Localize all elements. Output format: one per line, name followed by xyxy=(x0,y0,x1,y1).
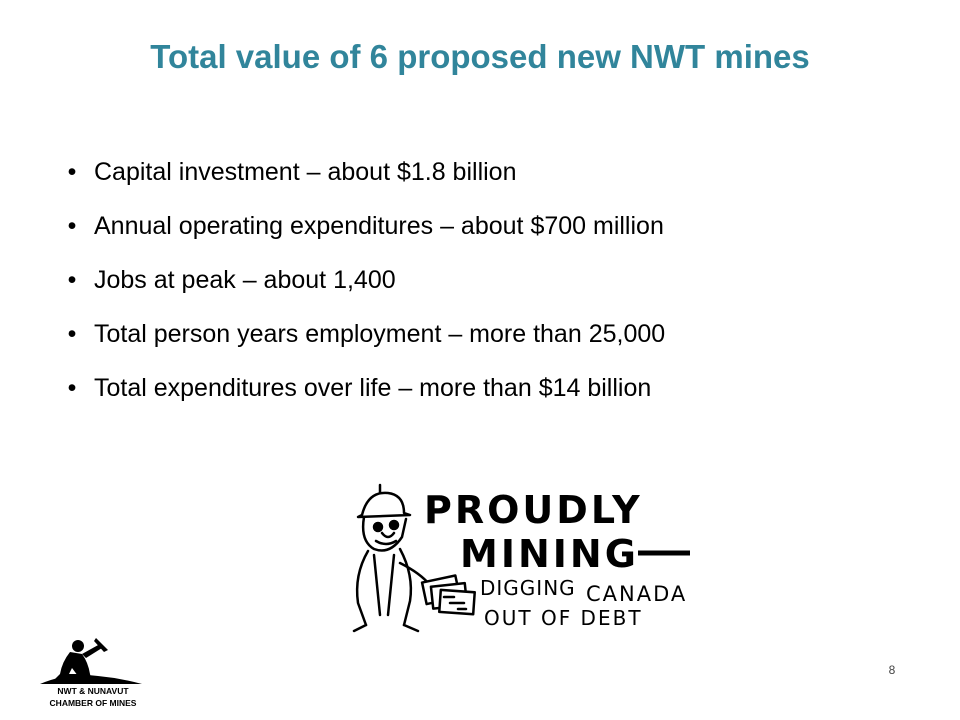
bullet-dot: • xyxy=(67,374,77,402)
bullet-item xyxy=(62,368,922,422)
bullet-text: Annual operating expenditures – about $700 million xyxy=(94,212,664,240)
bullet-dot: • xyxy=(67,320,77,348)
bullet-item xyxy=(62,314,922,368)
bullet-text: Jobs at peak – about 1,400 xyxy=(94,266,396,294)
bullet-text: Total expenditures over life – more than $14 billion xyxy=(94,374,652,402)
slide-title: Total value of 6 proposed new NWT mines xyxy=(150,38,810,75)
bullet-dot: • xyxy=(67,158,77,186)
bullet-text: Capital investment – about $1.8 billion xyxy=(94,158,517,186)
proudly-mining-cartoon xyxy=(340,475,720,635)
logo-text-chamber: CHAMBER OF MINES xyxy=(49,698,137,708)
bullet-text: Total person years employment – more than 25,000 xyxy=(94,320,666,348)
cartoon-text-out-of-debt: OUT OF DEBT xyxy=(484,606,643,630)
cartoon-text-digging: DIGGING xyxy=(480,576,576,600)
bullet-dot: • xyxy=(67,212,77,240)
bullet-item xyxy=(62,260,922,314)
cartoon-text-proudly: PROUDLY xyxy=(424,488,643,532)
cartoon-text-canada: CANADA xyxy=(586,582,688,606)
prospector-silhouette xyxy=(40,638,142,684)
bullet-list xyxy=(62,152,922,422)
cartoon-text-mining: MINING xyxy=(460,532,639,576)
bullet-item xyxy=(62,206,922,260)
page-number: 8 xyxy=(888,663,896,677)
bullet-dot: • xyxy=(67,266,77,294)
logo-text-region: NWT & NUNAVUT xyxy=(57,686,129,696)
chamber-of-mines-logo xyxy=(38,632,148,712)
bullet-item xyxy=(62,152,922,206)
